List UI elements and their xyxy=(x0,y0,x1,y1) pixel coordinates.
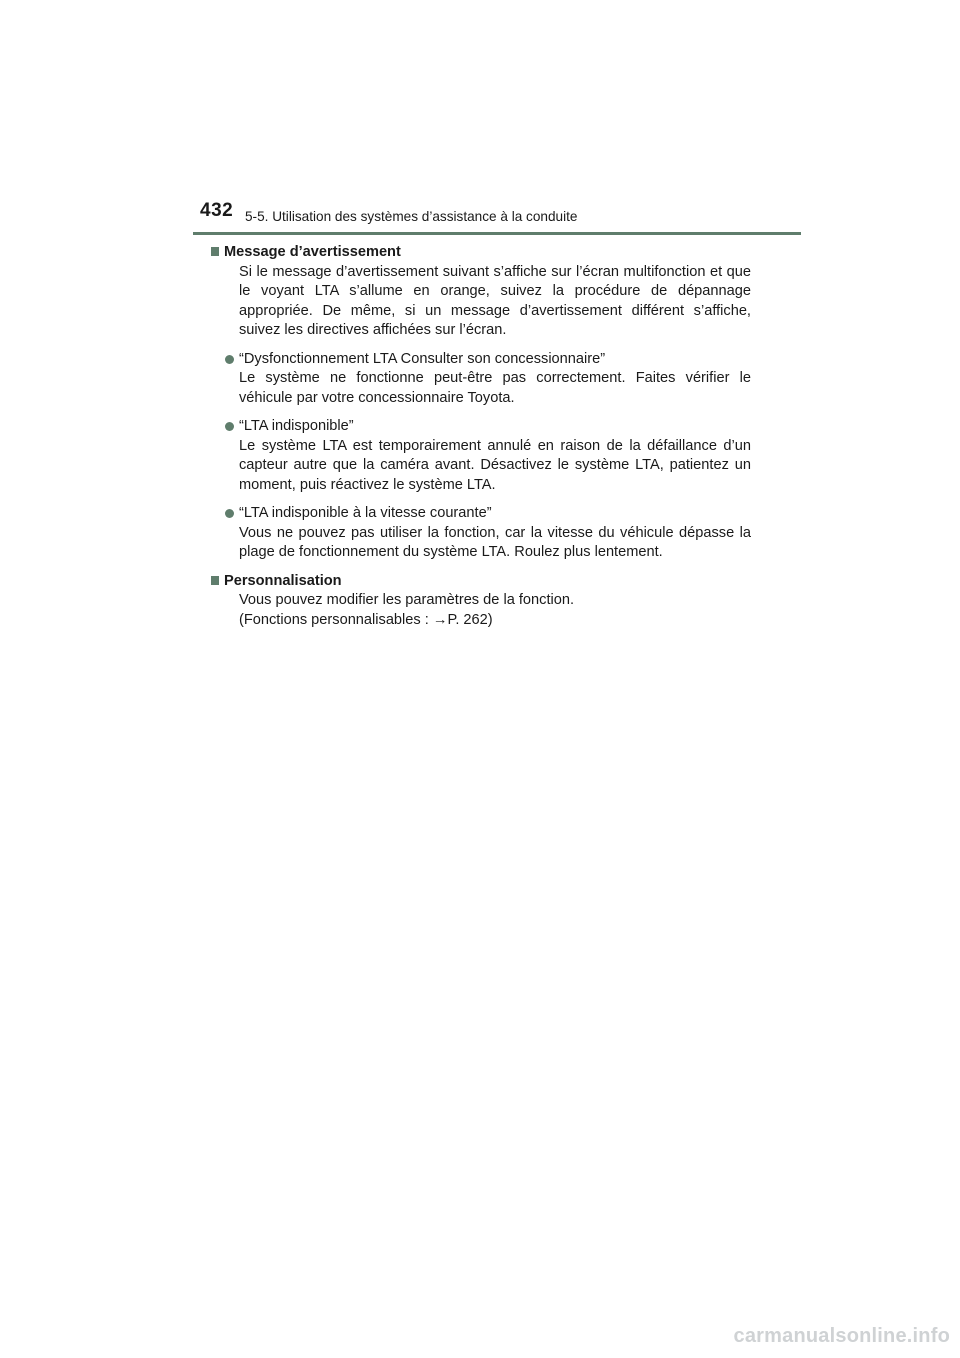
list-item xyxy=(225,350,751,409)
warning-intro-paragraph: Si le message d’avertissement suivant s’affiche sur l’écran multifonction et que le voyant LTA s’allume en orange, suivez la procédure de dépannage appropriée. De même, si un message d’avertissement différent s’affiche, suivez les directives affichées sur l’écran. xyxy=(239,263,751,338)
page-number: 432 xyxy=(200,200,234,221)
list-item xyxy=(225,417,751,495)
bullet-title: “LTA indisponible” xyxy=(239,418,354,434)
heading-text: Personnalisation xyxy=(224,572,342,589)
section-title: 5-5. Utilisation des systèmes d’assistance à la conduite xyxy=(245,209,578,224)
circle-bullet-icon xyxy=(225,422,234,431)
customization-line-2: (Fonctions personnalisables : →P. 262) xyxy=(239,611,493,628)
circle-bullet-icon xyxy=(225,509,234,518)
square-bullet-icon xyxy=(211,247,219,256)
customization-heading xyxy=(211,572,751,592)
page-content xyxy=(211,243,751,630)
square-bullet-icon xyxy=(211,576,219,585)
customization-line-1: Vous pouvez modifier les paramètres de la fonction. xyxy=(239,592,575,608)
header-rule xyxy=(193,232,801,235)
list-item xyxy=(225,504,751,563)
bullet-title: “Dysfonctionnement LTA Consulter son concessionnaire” xyxy=(239,350,606,367)
heading-text: Message d’avertissement xyxy=(224,244,401,260)
watermark: carmanualsonline.info xyxy=(733,1325,950,1347)
bullet-title: “LTA indisponible à la vitesse courante” xyxy=(239,505,492,521)
warning-message-heading xyxy=(211,243,751,263)
bullet-text: Vous ne pouvez pas utiliser la fonction, car la vitesse du véhicule dépasse la plage de fonctionnement du système LTA. Roulez plus lentement. xyxy=(239,524,751,560)
bullet-text: Le système ne fonctionne peut-être pas correctement. Faites vérifier le véhicule par votre concessionnaire Toyota. xyxy=(239,370,751,406)
bullet-text: Le système LTA est temporairement annulé en raison de la défaillance d’un capteur autre que la caméra avant. Désactivez le système LTA, patientez un moment, puis réactivez le système LTA. xyxy=(239,437,751,493)
circle-bullet-icon xyxy=(225,355,234,364)
